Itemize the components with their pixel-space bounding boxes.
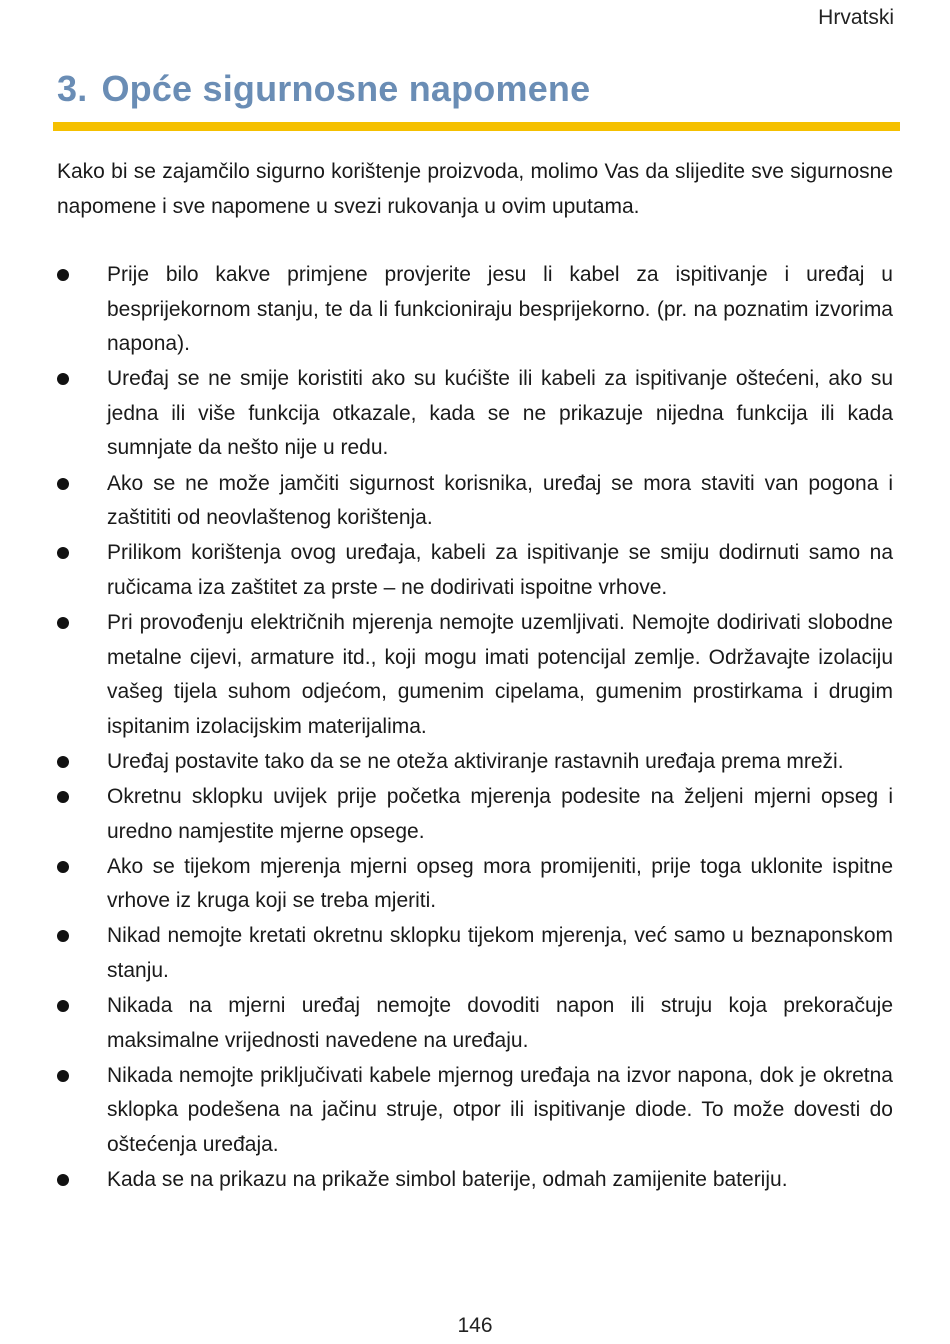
list-item xyxy=(57,1163,893,1198)
list-item-text: Nikada nemojte priključivati kabele mjernog uređaja na izvor napona, dok je okretna sklopka podešena na jačinu struje, otpor ili ispitivanje diode. To može dovesti do oštećenja uređaja. xyxy=(107,1063,893,1156)
section-title: Opće sigurnosne napomene xyxy=(101,68,591,109)
list-item-text: Okretnu sklopku uvijek prije početka mjerenja podesite na željeni mjerni opseg i uredno namjestite mjerne opsege. xyxy=(107,784,893,843)
list-item xyxy=(57,989,893,1058)
title-underline-rule xyxy=(53,122,900,131)
list-item-text: Nikada na mjerni uređaj nemojte dovoditi napon ili struju koja prekoračuje maksimalne vrijednosti navedene na uređaju. xyxy=(107,993,893,1052)
list-item xyxy=(57,919,893,988)
list-item xyxy=(57,467,893,536)
section-number: 3. xyxy=(57,68,88,109)
bullet-icon xyxy=(57,478,69,490)
bullet-icon xyxy=(57,1000,69,1012)
list-item-text: Pri provođenju električnih mjerenja nemojte uzemljivati. Nemojte dodirivati slobodne metalne cijevi, armature itd., koji mogu imati potencijal zemlje. Održavajte izolaciju vašeg tijela suhom odjećom, gumenim cipelama, gumenim prostirkama i drugim ispitanim izolacijskim materijalima. xyxy=(107,610,893,738)
bullet-icon xyxy=(57,861,69,873)
list-item-text: Ako se tijekom mjerenja mjerni opseg mora promijeniti, prije toga uklonite ispitne vrhove iz kruga koji se treba mjeriti. xyxy=(107,854,893,913)
bullet-icon xyxy=(57,269,69,281)
list-item-text: Ako se ne može jamčiti sigurnost korisnika, uređaj se mora staviti van pogona i zaštititi od neovlaštenog korištenja. xyxy=(107,471,893,530)
section-heading xyxy=(57,68,590,110)
bullet-icon xyxy=(57,930,69,942)
list-item xyxy=(57,1059,893,1163)
list-item-text: Kada se na prikazu na prikaže simbol baterije, odmah zamijenite bateriju. xyxy=(107,1167,788,1191)
list-item xyxy=(57,745,893,780)
list-item xyxy=(57,362,893,466)
intro-paragraph: Kako bi se zajamčilo sigurno korištenje proizvoda, molimo Vas da slijedite sve sigurnosne napomene i sve napomene u svezi rukovanja u ovim uputama. xyxy=(57,160,893,218)
list-item xyxy=(57,536,893,605)
bullet-icon xyxy=(57,617,69,629)
bullet-icon xyxy=(57,1070,69,1082)
list-item xyxy=(57,606,893,744)
safety-notes-list xyxy=(57,258,893,1198)
bullet-icon xyxy=(57,547,69,559)
bullet-icon xyxy=(57,756,69,768)
list-item-text: Uređaj se ne smije koristiti ako su kućište ili kabeli za ispitivanje oštećeni, ako su jedna ili više funkcija otkazale, kada se ne prikazuje nijedna funkcija ili kada sumnjate da nešto nije u redu. xyxy=(107,367,893,460)
list-item-text: Prije bilo kakve primjene provjerite jesu li kabel za ispitivanje i uređaj u besprijekornom stanju, te da li funkcioniraju besprijekorno. (pr. na poznatim izvorima napona). xyxy=(107,263,893,356)
list-item-text: Prilikom korištenja ovog uređaja, kabeli za ispitivanje se smiju dodirnuti samo na ručicama iza zaštitet za prste – ne dodirivati ispoitne vrhove. xyxy=(107,541,893,599)
bullet-icon xyxy=(57,1174,69,1186)
list-item-text: Nikad nemojte kretati okretnu sklopku tijekom mjerenja, već samo u beznaponskom stanju. xyxy=(107,924,893,982)
list-item xyxy=(57,780,893,849)
language-label: Hrvatski xyxy=(818,6,894,29)
list-item-text: Uređaj postavite tako da se ne oteža aktiviranje rastavnih uređaja prema mreži. xyxy=(107,749,844,773)
page-number: 146 xyxy=(457,1314,493,1337)
list-item xyxy=(57,258,893,362)
list-item xyxy=(57,850,893,919)
bullet-icon xyxy=(57,373,69,385)
bullet-icon xyxy=(57,791,69,803)
